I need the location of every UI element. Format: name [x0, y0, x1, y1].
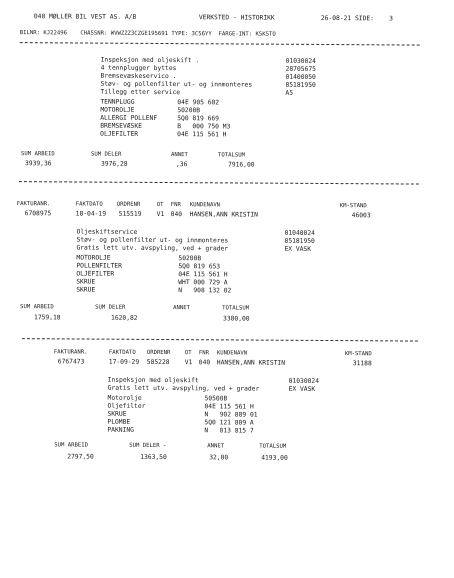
work-line-text: Inspeksjon med oljeskift .: [100, 56, 200, 65]
vehicle-line: BILNR: KJ22496 CHASSNR: WVWZZZ3CZGE195691 TYPE: 3C56YY FARGE-INT: K5K5TO: [19, 30, 276, 38]
sum-deler-label: SUM DELER: [91, 151, 122, 158]
part-name: MOTOROLJE: [76, 254, 111, 262]
annet-value: ,36: [175, 161, 188, 169]
sum-arbeid-value: 3939,36: [24, 160, 52, 168]
sum-arbeid-label: SUM ARBEID: [21, 151, 55, 158]
sum-arbeid-value: 2797,50: [67, 453, 94, 461]
totalsum-label: TOTALSUM: [222, 305, 250, 312]
totalsum-label: TOTALSUM: [218, 152, 246, 159]
sum-arbeid-value: 1759,18: [34, 314, 61, 322]
part-name: OLJEFILTER: [100, 130, 139, 138]
work-line-text: Oljeskiftservice: [76, 228, 138, 236]
annet-label: ANNET: [207, 443, 225, 450]
work-line-code: 01040024: [284, 229, 315, 237]
totalsum-label: TOTALSUM: [259, 443, 287, 450]
kundenavn-label: KUNDENAVN: [216, 350, 248, 357]
part-name: Motorolje: [107, 394, 142, 402]
part-name: MOTOROLJE: [100, 106, 135, 114]
header-divider: [20, 42, 420, 45]
ordrenr-value: 585228: [146, 358, 170, 367]
report-title: VERKSTED - HISTORIKK: [198, 14, 275, 22]
work-line-code: 28705675: [285, 65, 316, 73]
part-name: PLOMBE: [107, 418, 131, 426]
work-line-text: Gratis lett utv. avspyling, ved + grader: [107, 384, 260, 393]
part-number: N 013 815 7: [204, 427, 254, 435]
work-line-code: 01030024: [288, 377, 320, 385]
part-number: 50500B: [204, 395, 228, 403]
work-line-code: EX VASK: [288, 385, 316, 393]
annet-label: ANNET: [171, 152, 188, 159]
sum-deler-value: 1363,50: [140, 453, 167, 462]
sum-deler-label: SUM DELER: [95, 304, 126, 311]
part-number: B 000 750 M3: [177, 123, 231, 131]
sum-arbeid-label: SUM ARBEID: [54, 442, 88, 449]
section-divider: [19, 181, 419, 184]
ordrenr-label: ORDRENR: [116, 201, 141, 208]
work-line-code: EX VASK: [284, 245, 312, 253]
work-line-text: Tillegg etter service: [100, 88, 181, 97]
sum-deler-value: 1620,82: [111, 314, 138, 322]
part-number: 5Q0 819 653: [178, 263, 221, 271]
ot-value: V1: [156, 210, 165, 219]
work-line-text: 4 tennplugger byttes: [100, 64, 177, 73]
fnr-value: 040: [198, 359, 211, 367]
part-name: Oljefilter: [107, 402, 146, 410]
part-number: 04E 115 561 H: [204, 403, 254, 411]
part-number: 04E 905 602: [177, 99, 220, 107]
ordrenr-label: ORDRENR: [146, 349, 171, 357]
faktura-value: 6708975: [24, 210, 52, 218]
part-number: WHT 000 729 A: [178, 279, 228, 287]
faktura-value: 6767473: [57, 358, 85, 366]
faktdato-value: 18-04-19: [75, 210, 107, 218]
annet-value: 32,00: [209, 454, 229, 462]
totalsum-value: 7916,00: [227, 161, 255, 169]
fnr-label: FNR: [170, 202, 181, 209]
ot-label: OT: [184, 350, 192, 357]
dealer-name: 040 MØLLER BIL VEST AS. A/B: [33, 13, 137, 21]
date-page: 26-08-21 SIDE: 3: [320, 14, 393, 23]
faktdato-value: 17-09-29: [108, 358, 140, 366]
work-line-text: Gratis lett utv. avspyling, ved + grader: [76, 244, 229, 253]
part-number: N 902 889 01: [204, 411, 258, 419]
part-name: OLJEFILTER: [76, 270, 115, 278]
part-name: SKRUE: [76, 286, 96, 294]
part-number: 5Q0 819 669: [177, 115, 220, 123]
part-number: 04E 115 561 H: [177, 131, 227, 139]
work-line-code: 01400050: [285, 73, 316, 81]
faktdato-label: FAKTDATO: [75, 201, 103, 208]
work-line-code: 85181950: [284, 237, 315, 245]
part-name: POLLENFILTER: [76, 262, 122, 270]
part-number: 50200B: [177, 107, 201, 115]
sum-deler-value: 3976,28: [100, 160, 128, 168]
kundenavn-label: KUNDENAVN: [189, 202, 221, 209]
part-number: N 908 132 02: [178, 287, 232, 295]
work-line-code: 85181950: [285, 81, 316, 89]
part-name: PAKNING: [107, 426, 134, 434]
work-line-text: Bremsevæskeservico .: [100, 72, 177, 81]
part-name: ALLERGI POLLENF: [100, 114, 158, 122]
part-number: 04E 115 561 H: [178, 271, 228, 279]
kundenavn-value: HANSEN,ANN KRISTIN: [216, 359, 286, 367]
sum-deler-label: SUM DELER -: [129, 442, 167, 450]
part-name: SKRUE: [76, 278, 96, 286]
faktura-label: FAKTURANR.: [16, 201, 51, 208]
annet-label: ANNET: [173, 305, 190, 312]
kundenavn-value: HANSEN,ANN KRISTIN: [189, 211, 258, 219]
work-line-code: A5: [285, 89, 294, 97]
km-stand-value: 46003: [351, 212, 371, 220]
km-stand-value: 31188: [352, 360, 372, 368]
ordrenr-value: 515519: [118, 210, 142, 218]
part-name: BREMSEVÆSKE: [100, 122, 142, 130]
part-name: SKRUE: [107, 410, 127, 418]
km-stand-label: KM-STAND: [344, 351, 372, 358]
ot-value: V1: [184, 359, 193, 367]
work-line-text: Støv- og pollenfilter ut- og innmonteres: [76, 236, 229, 245]
faktura-label: FAKTURANR.: [53, 349, 88, 356]
part-number: 5Q0 121 809 A: [204, 419, 254, 427]
part-number: 50200B: [178, 255, 202, 263]
fnr-label: FNR: [198, 350, 209, 357]
km-stand-label: KM-STAND: [339, 203, 367, 210]
work-line-code: 01030024: [285, 57, 316, 65]
totalsum-value: 3380,00: [223, 315, 250, 323]
fnr-value: 040: [170, 211, 183, 219]
faktdato-label: FAKTDATO: [108, 349, 136, 356]
part-name: TENNPLUGG: [100, 98, 135, 106]
ot-label: OT: [156, 201, 164, 209]
work-line-text: Inspeksjon med oljeskift: [107, 376, 199, 385]
sum-arbeid-label: SUM ARBEID: [20, 304, 54, 311]
work-line-text: Støv- og pollenfilter ut- og innmonteres: [100, 80, 253, 89]
section-divider: [22, 338, 418, 341]
totalsum-value: 4193,00: [261, 454, 288, 462]
